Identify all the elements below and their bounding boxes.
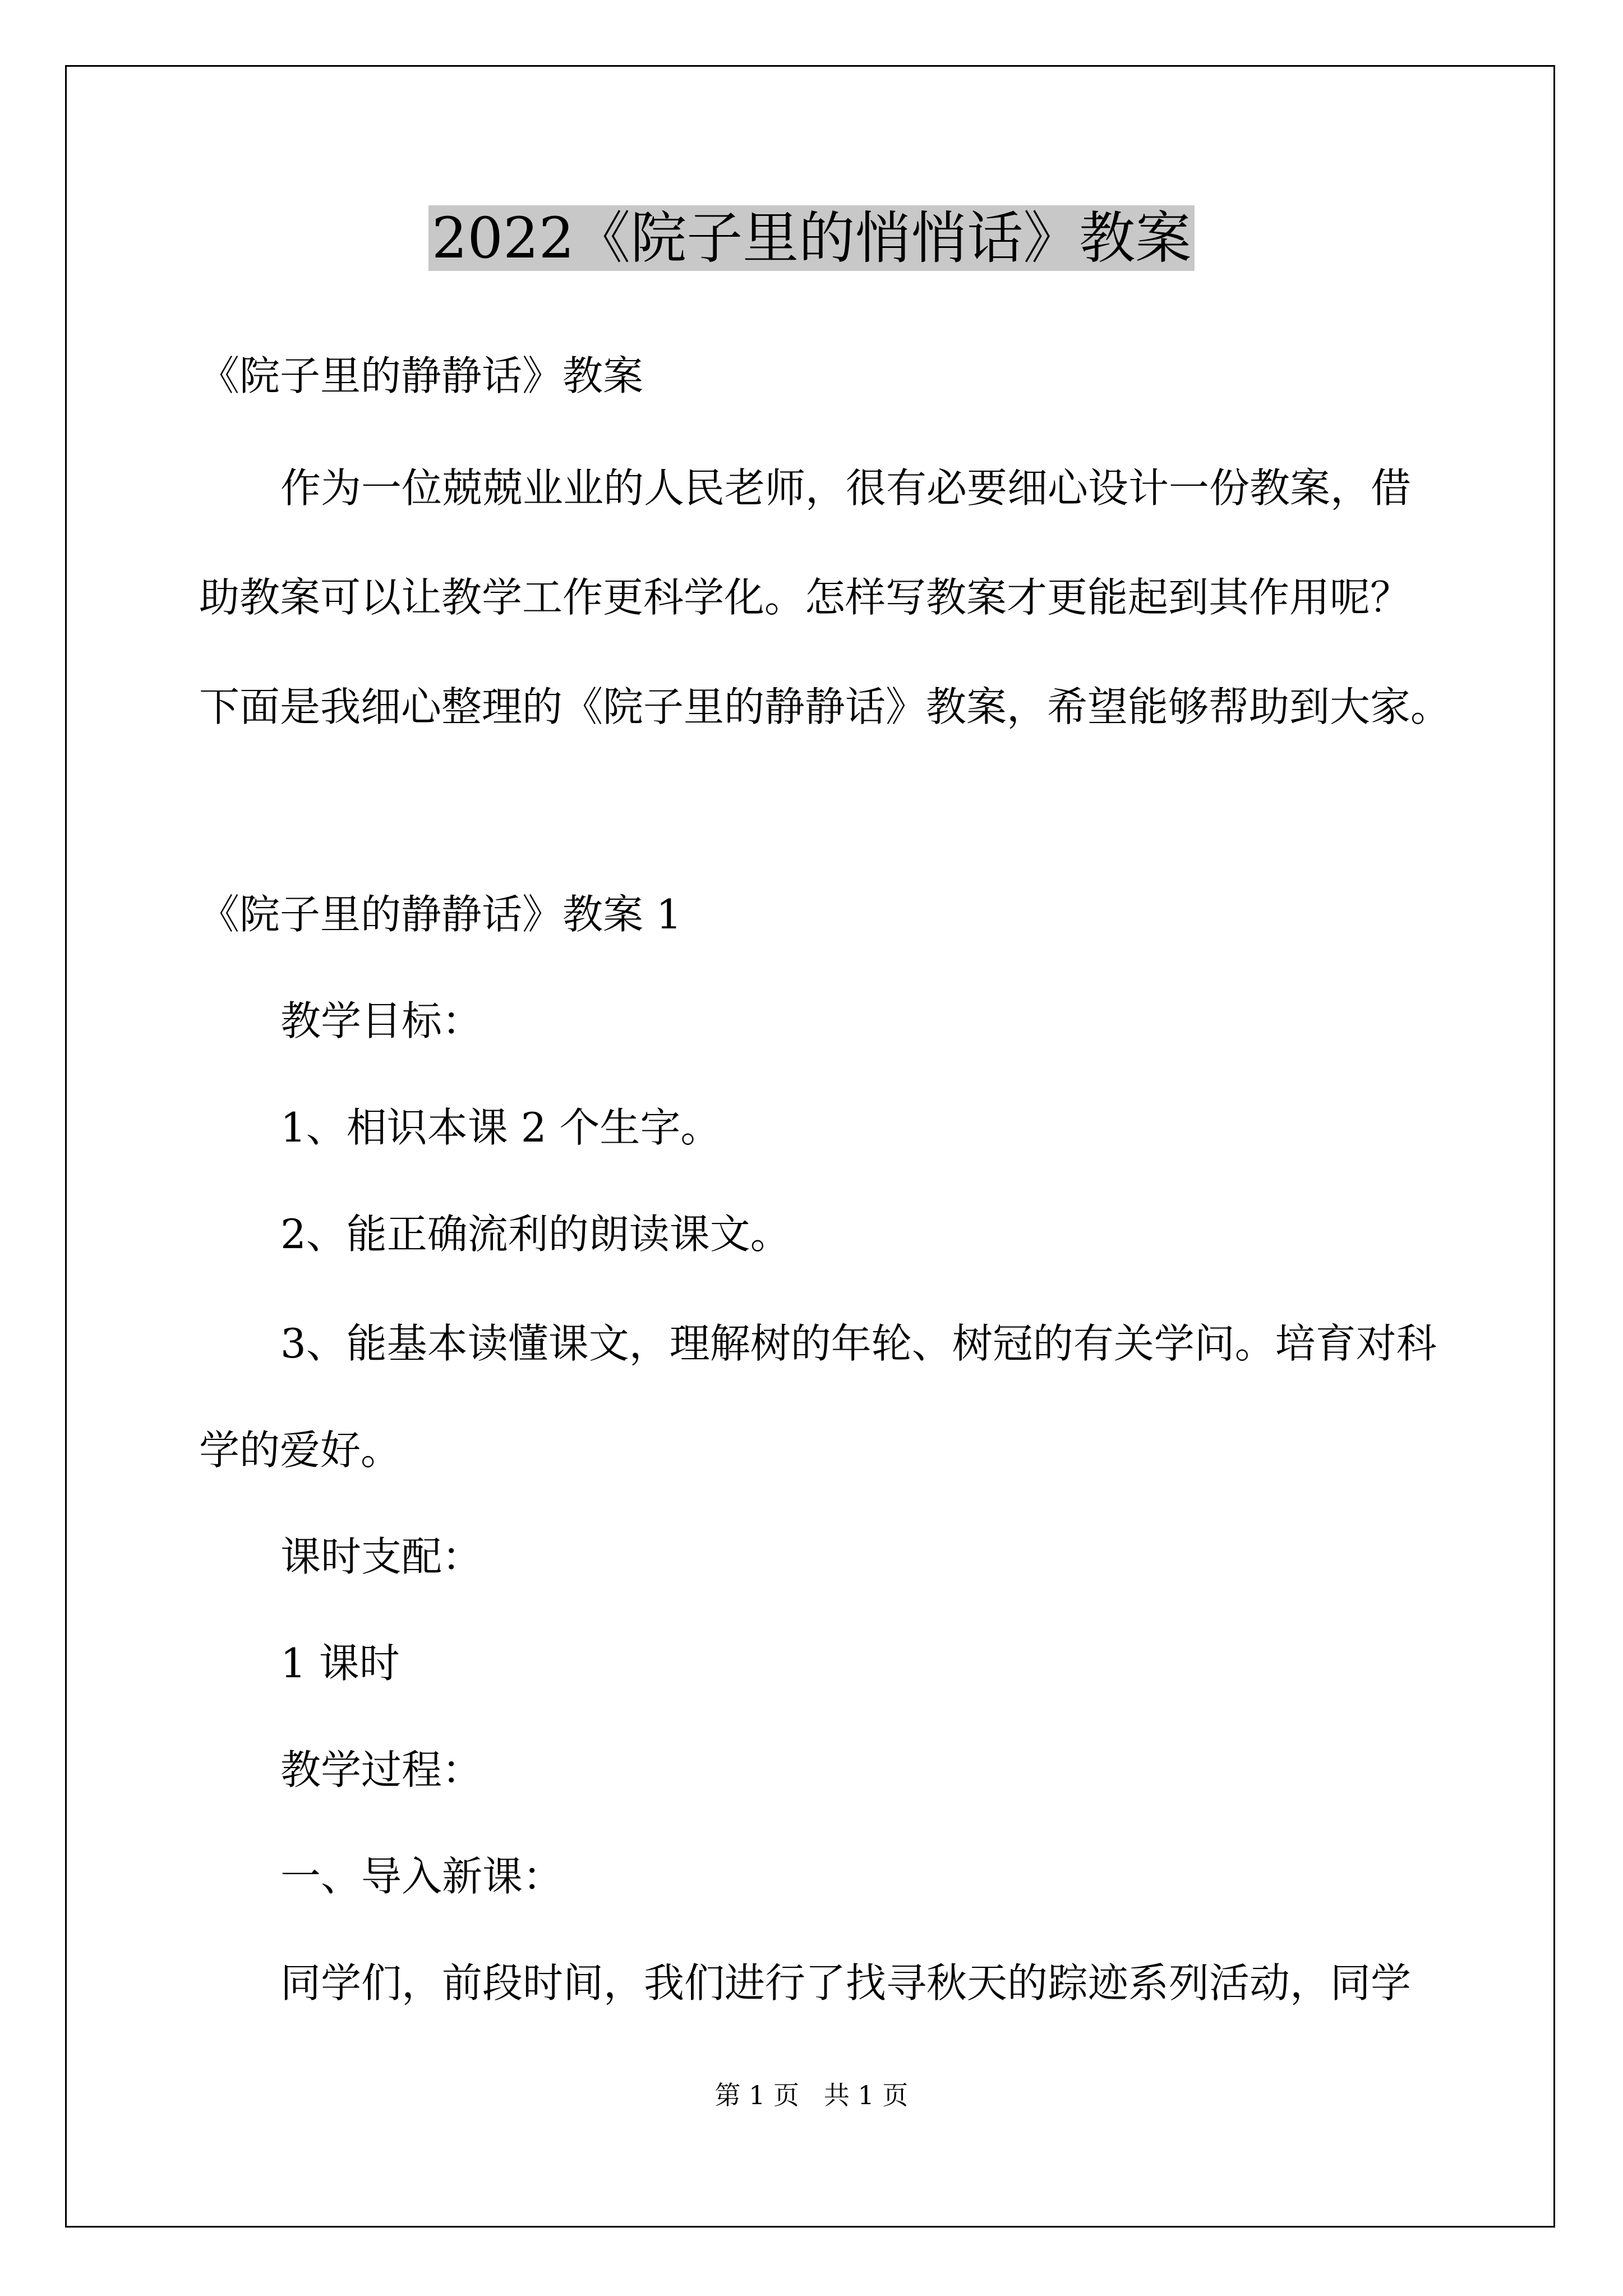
intro-line-3: 下面是我细心整理的《院子里的静静话》教案，希望能够帮助到大家。 xyxy=(199,683,1451,730)
schedule-value: 1 课时 xyxy=(280,1640,400,1687)
document-subtitle: 《院子里的静静话》教案 xyxy=(199,352,644,399)
objective-item-1: 1、相识本课 2 个生字。 xyxy=(280,1104,721,1151)
step-one-label: 一、导入新课： xyxy=(280,1853,564,1900)
objective-item-3: 3、能基本读懂课文，理解树的年轮、树冠的有关学问。培育对科 xyxy=(280,1320,1437,1367)
process-label: 教学过程： xyxy=(280,1746,483,1793)
intro-line-1: 作为一位兢兢业业的人民老师，很有必要细心设计一份教案，借 xyxy=(280,464,1412,512)
objective-item-3-continued: 学的爱好。 xyxy=(199,1427,402,1474)
objectives-label: 教学目标： xyxy=(280,997,483,1045)
step-one-text: 同学们，前段时间，我们进行了找寻秋天的踪迹系列活动，同学 xyxy=(280,1959,1412,2007)
section-heading: 《院子里的静静话》教案 1 xyxy=(199,891,682,938)
document-title: 2022《院子里的悄悄话》教案 xyxy=(0,199,1623,278)
schedule-label: 课时支配： xyxy=(280,1533,483,1580)
objective-item-2: 2、能正确流利的朗读课文。 xyxy=(280,1211,791,1258)
intro-line-2: 助教案可以让教学工作更科学化。怎样写教案才更能起到其作用呢？ xyxy=(199,574,1411,621)
page-footer: 第 1 页 共 1 页 xyxy=(714,2080,909,2110)
